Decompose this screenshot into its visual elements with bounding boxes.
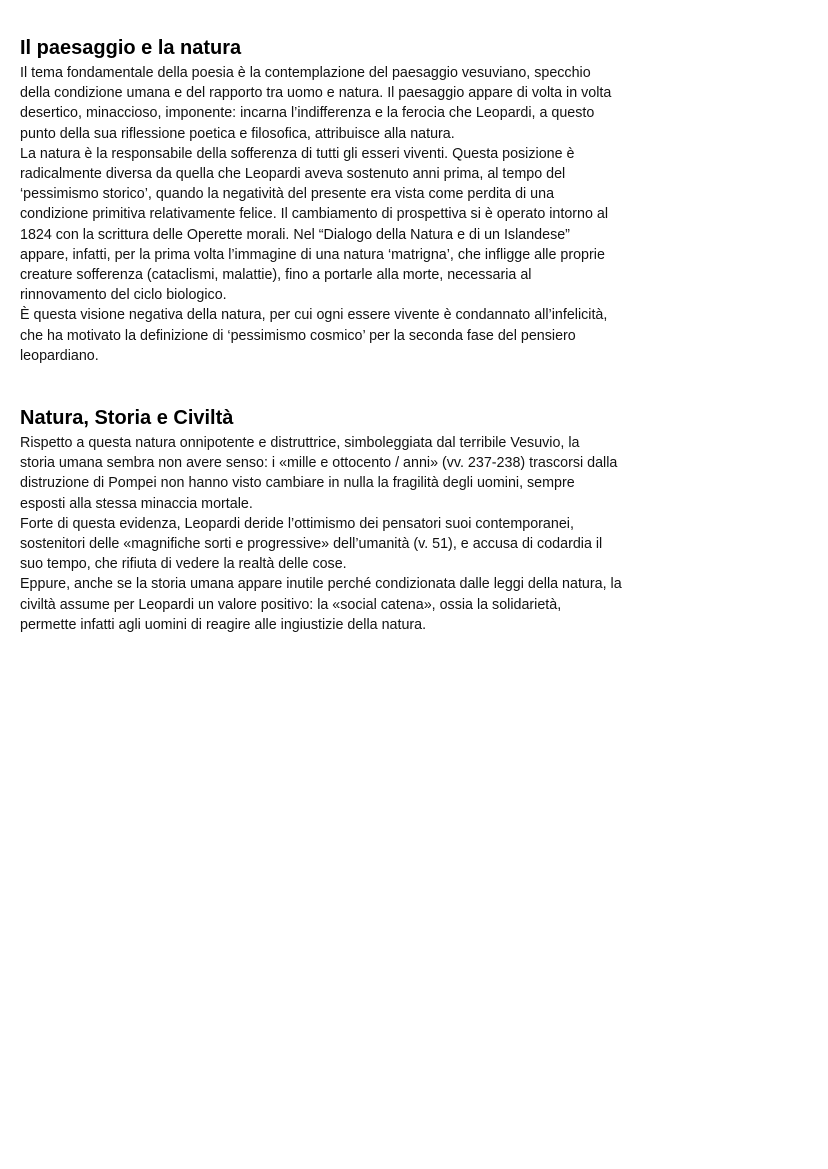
section-title: Il paesaggio e la natura bbox=[20, 37, 242, 59]
paragraph: La natura è la responsabile della sofferenza di tutti gli esseri viventi. Questa posizione è radicalmente diversa da quella che Leopardi aveva sostenuto anni prima, al tempo del ‘pessimismo storico’, quando la negatività del presente era vista come perdita di una condizione primitiva relativamente felice. Il cambiamento di prospettiva si è operato intorno al 1824 con la scrittura delle Operette morali. Nel “Dialogo della Natura e di un Islandese” appare, infatti, per la prima volta l’immagine di una natura ‘matrigna’, che infligge alle proprie creature sofferenza (cataclismi, malattie), fino a portarle alla morte, necessaria al rinnovamento del ciclo biologico. bbox=[20, 145, 609, 304]
paragraph: Forte di questa evidenza, Leopardi deride l’ottimismo dei pensatori suoi contemporanei, sostenitori delle «magnifiche sorti e progressive» dell’umanità (v. 51), e accusa di codardia il suo tempo, che rifiuta di vedere la realtà delle cose. bbox=[20, 515, 603, 573]
document-page bbox=[20, 36, 680, 635]
section-natura-storia-civilta bbox=[20, 406, 680, 635]
section-title: Natura, Storia e Civiltà bbox=[20, 407, 234, 430]
paragraph: Rispetto a questa natura onnipotente e distruttrice, simboleggiata dal terribile Vesuvio, la storia umana sembra non avere senso: i «mille e ottocento / anni» (vv. 237-238) trascorsi dalla distruzione di Pompei non hanno visto cambiare in nulla la fragilità degli uomini, sempre esposti alla stessa minaccia mortale. bbox=[20, 435, 618, 512]
paragraph: È questa visione negativa della natura, per cui ogni essere vivente è condannato all’infelicità, che ha motivato la definizione di ‘pessimismo cosmico’ per la seconda fase del pensiero leopardiano. bbox=[20, 307, 608, 364]
paragraph: Eppure, anche se la storia umana appare inutile perché condizionata dalle leggi della natura, la civiltà assume per Leopardi un valore positivo: la «social catena», ossia la solidarietà, permette infatti agli uomini di reagire alle ingiustizie della natura. bbox=[20, 576, 622, 633]
paragraph: Il tema fondamentale della poesia è la contemplazione del paesaggio vesuviano, specchio della condizione umana e del rapporto tra uomo e natura. Il paesaggio appare di volta in volta desertico, minaccioso, imponente: incarna l’indifferenza e la ferocia che Leopardi, a questo punto della sua riflessione poetica e filosofica, attribuisce alla natura. bbox=[20, 65, 612, 142]
section-paesaggio-natura bbox=[20, 36, 680, 366]
